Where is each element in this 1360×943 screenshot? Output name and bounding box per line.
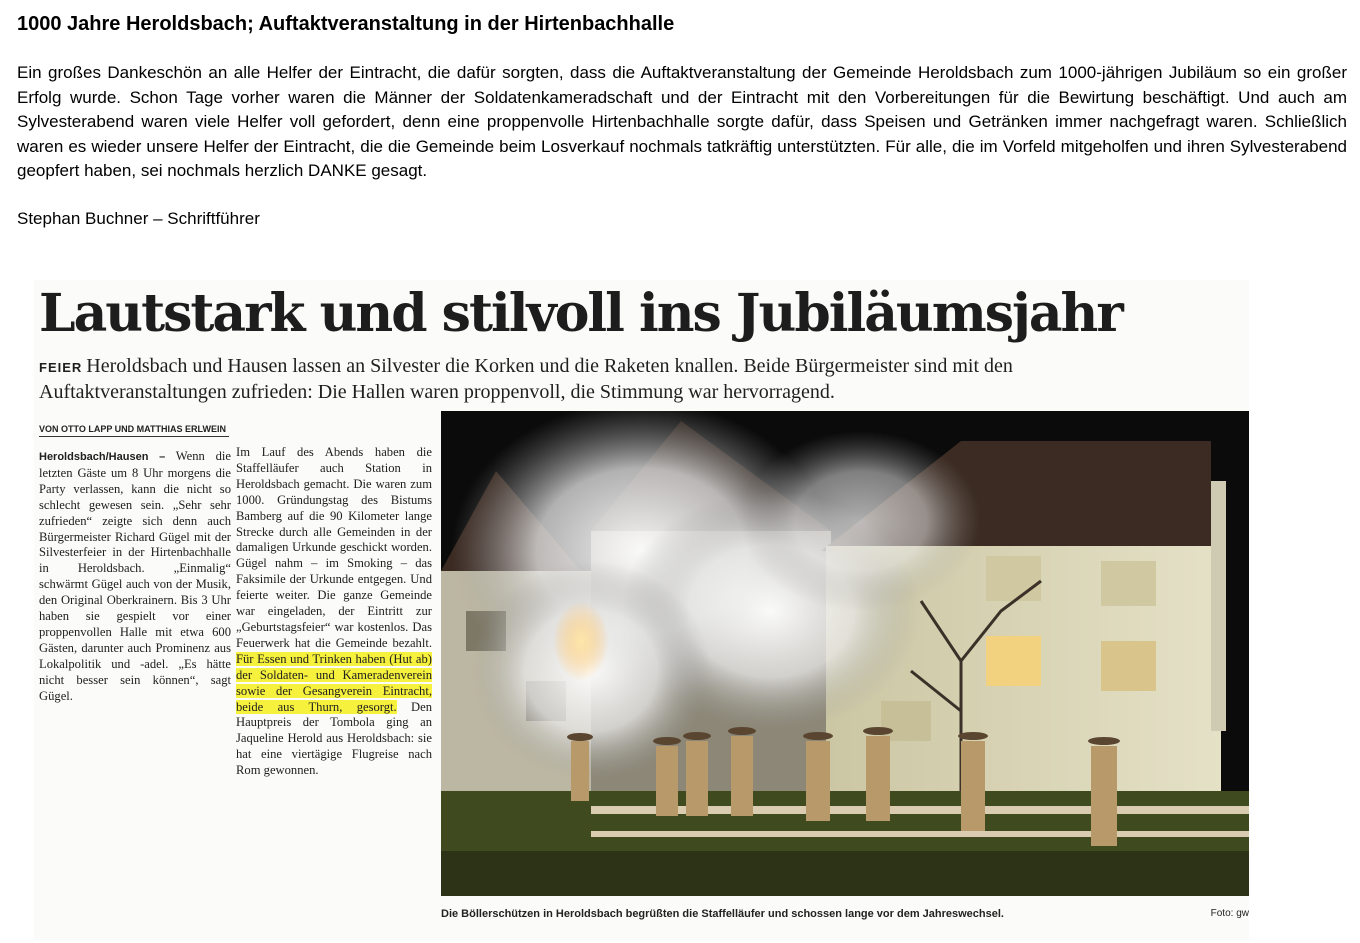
article-column-2 xyxy=(236,445,432,779)
photo-caption xyxy=(441,908,1249,920)
dateline: Heroldsbach/Hausen – xyxy=(39,451,166,463)
highlighted-passage: Für Essen und Trinken haben (Hut ab) der Soldaten- und Kameradenverein sowie der Gesangverein Eintracht, beide aus Thurn, gesorgt. xyxy=(236,651,432,714)
teaser-kicker: FEIER xyxy=(39,360,83,375)
article-byline: VON OTTO LAPP UND MATTHIAS ERLWEIN xyxy=(39,424,229,437)
intro-signature: Stephan Buchner – Schriftführer xyxy=(17,208,260,228)
intro-body: Ein großes Dankeschön an alle Helfer der Eintracht, die dafür sorgten, dass die Auftaktveranstaltung der Gemeinde Heroldsbach zum 1000-jährigen Jubiläum so ein großer Erfolg wurde. Schon Tage vorher waren die Männer der Soldatenkameradschaft und der Eintracht mit den Vorbereitungen für die Bewirtung beschäftigt. Und auch am Sylvesterabend waren viele Helfer voll gefordert, denn eine proppenvolle Hirtenbachhalle sorgte dafür, dass Speisen und Getränken immer nachgefragt waren. Schließlich waren es wieder unsere Helfer der Eintracht, die die Gemeinde beim Losverkauf nochmals tatkräftig unterstützten. Für alle, die im Vorfeld mitgeholfen und ihren Sylvesterabend geopfert haben, sei nochmals herzlich DANKE gesagt. xyxy=(17,63,1347,180)
intro-section xyxy=(17,12,1347,230)
article-photo xyxy=(441,411,1249,896)
clipping-teaser xyxy=(39,354,1034,404)
teaser-text: Heroldsbach und Hausen lassen an Silvester die Korken und die Raketen knallen. Beide Bürgermeister sind mit den Auftaktveranstaltungen zufrieden: Die Hallen waren proppenvoll, die Stimmung war hervorragend. xyxy=(39,355,1013,403)
column-1-text: Wenn die letzten Gäste um 8 Uhr morgens die Party verlassen, kann die nicht so schlecht gewesen sein. „Sehr sehr zufrieden“ zeigte sich denn auch Bürgermeister Richard Gügel mit der Silvesterfeier in der Hirtenbachhalle in Heroldsbach. „Einmalig“ schwärmt Gügel auch von der Musik, den Original Oberkrainern. Bis 3 Uhr haben sie gespielt vor einer proppenvollen Halle mit etwa 600 Gästen, darunter auch Prominenz aus Lokalpolitik und -adel. „Es hätte nicht besser sein können“, sagt Gügel. xyxy=(39,449,231,703)
column-2-text: Im Lauf des Abends haben die Staffelläufer auch Station in Heroldsbach gemacht. Die waren zum 1000. Gründungstag des Bistums Bamberg auf die 90 Kilometer lange Strecke durch alle Gemeinden in der damaligen Urkunde geschickt worden. Gügel nahm – im Smoking – das Faksimile der Urkunde entgegen. Und feierte weiter. Die ganze Gemeinde war eingeladen, der Eintritt zur „Geburtstagsfeier“ war kostenlos. Das Feuerwerk hat die Gemeinde bezahlt. xyxy=(236,445,432,650)
photo-credit: Foto: gw xyxy=(1210,908,1249,919)
intro-title: 1000 Jahre Heroldsbach; Auftaktveranstaltung in der Hirtenbachhalle xyxy=(17,13,675,35)
caption-text: Die Böllerschützen in Heroldsbach begrüßten die Staffelläufer und schossen lange vor dem Jahreswechsel. xyxy=(441,908,1004,920)
article-column-1 xyxy=(39,449,231,705)
column-2-tail: Den Hauptpreis der Tombola ging an Jaqueline Herold aus Heroldsbach: sie hat eine viertägige Flugreise nach Rom gewonnen. xyxy=(236,699,432,778)
newspaper-clipping xyxy=(34,280,1249,940)
clipping-headline: Lautstark und stilvoll ins Jubiläumsjahr xyxy=(39,283,1122,344)
night-photo-illustration xyxy=(441,411,1249,896)
